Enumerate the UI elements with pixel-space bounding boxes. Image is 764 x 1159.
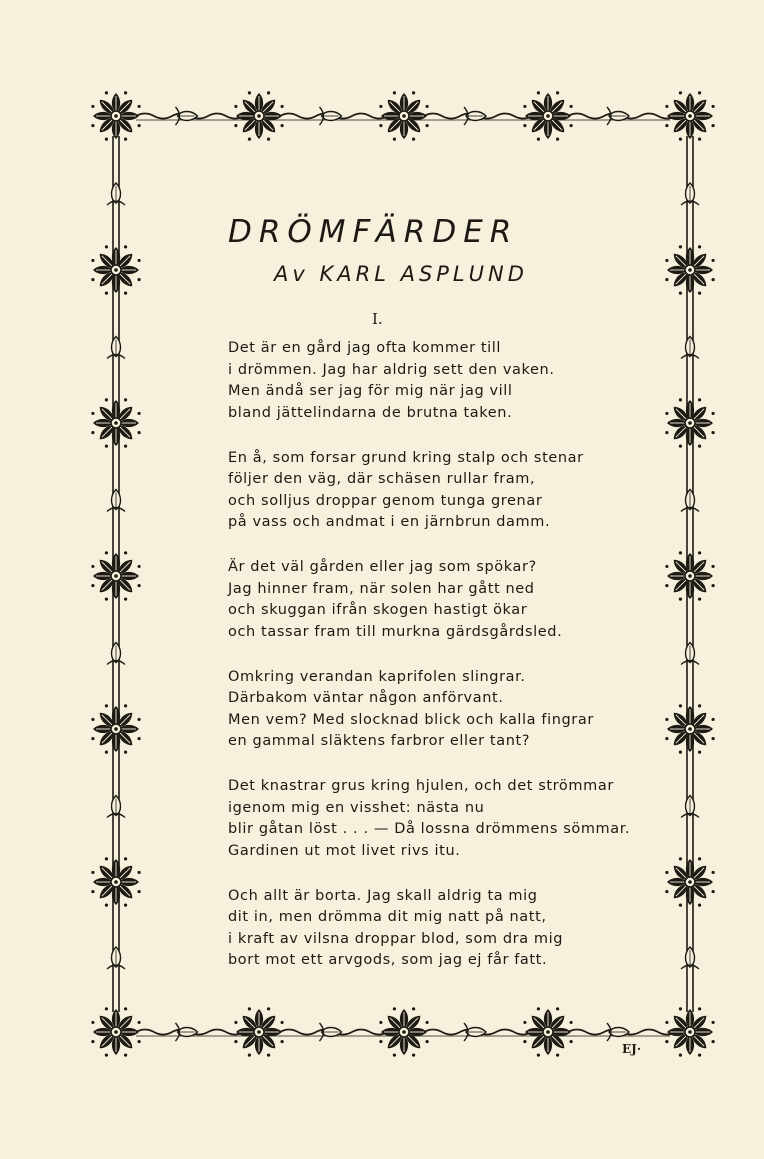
artist-monogram: EJ· [622, 1042, 642, 1056]
poem-line: Omkring verandan kaprifolen slingrar. [228, 668, 526, 685]
poem-line: och tassar fram till murkna gärdsgårdsled. [228, 623, 563, 640]
flower-ornament [665, 551, 714, 600]
stanza-2 [228, 448, 648, 534]
flower-ornament [91, 91, 140, 140]
poem-line: Gardinen ut mot livet rivs itu. [228, 842, 461, 859]
bud-ornament [681, 643, 699, 665]
stanza-4 [228, 667, 648, 753]
flower-ornament [523, 1007, 572, 1056]
author-byline: Av KARL ASPLUND [274, 262, 528, 286]
bud-ornament [464, 1023, 486, 1041]
bud-ornament [681, 183, 699, 205]
flower-ornament [379, 1007, 428, 1056]
flower-ornament [665, 398, 714, 447]
flower-ornament [523, 91, 572, 140]
poem-line: Men vem? Med slocknad blick och kalla fingrar [228, 711, 594, 728]
bud-ornament [607, 107, 629, 125]
flower-ornament [91, 704, 140, 753]
bud-ornament [107, 796, 125, 818]
bud-ornament [107, 643, 125, 665]
bud-ornament [320, 107, 342, 125]
bud-ornament [681, 490, 699, 512]
section-number: I. [372, 310, 383, 328]
poem-line: blir gåtan löst . . . — Då lossna drömmens sömmar. [228, 821, 631, 837]
stanza-1 [228, 338, 648, 424]
poem-line: följer den väg, där schäsen rullar fram, [228, 471, 536, 487]
bud-ornament [107, 490, 125, 512]
flower-ornament [91, 551, 140, 600]
poem-line: bland jättelindarna de brutna taken. [228, 404, 513, 421]
poem-line: igenom mig en visshet: nästa nu [228, 799, 485, 816]
bud-ornament [681, 337, 699, 359]
poem-line: Det är en gård jag ofta kommer till [228, 340, 502, 356]
bud-ornament [320, 1023, 342, 1041]
flower-ornament [91, 245, 140, 294]
bud-ornament [107, 947, 125, 969]
bud-ornament [176, 107, 198, 125]
bud-ornament [607, 1023, 629, 1041]
bud-ornament [681, 947, 699, 969]
flower-ornament [665, 704, 714, 753]
poem-line: på vass och andmat i en järnbrun damm. [228, 514, 551, 530]
poem-title: DRÖMFÄRDER [228, 214, 519, 250]
flower-ornament [665, 91, 714, 140]
poem-line: dit in, men drömma dit mig natt på natt, [228, 909, 547, 925]
poem-line: i drömmen. Jag har aldrig sett den vaken. [228, 361, 555, 378]
bud-ornament [464, 107, 486, 125]
poem-line: i kraft av vilsna droppar blod, som dra mig [228, 930, 564, 947]
flower-ornament [665, 857, 714, 906]
flower-ornament [234, 91, 283, 140]
poem-line: bort mot ett arvgods, som jag ej får fatt. [228, 952, 548, 968]
stanza-3 [228, 557, 648, 643]
bud-ornament [107, 337, 125, 359]
poem-line: Och allt är borta. Jag skall aldrig ta mig [228, 887, 538, 904]
poem-body [228, 338, 648, 995]
poem-line: Är det väl gården eller jag som spökar? [228, 559, 537, 575]
poem-line: Därbakom väntar någon anförvant. [228, 690, 504, 706]
bud-ornament [176, 1023, 198, 1041]
flower-ornament [91, 857, 140, 906]
poem-line: och solljus droppar genom tunga grenar [228, 492, 543, 509]
poem-line: en gammal släktens farbror eller tant? [228, 733, 531, 749]
flower-ornament [665, 1007, 714, 1056]
stanza-5 [228, 776, 648, 862]
flower-ornament [665, 245, 714, 294]
stanza-6 [228, 886, 648, 972]
bud-ornament [107, 183, 125, 205]
flower-ornament [234, 1007, 283, 1056]
poem-line: och skuggan ifrån skogen hastigt ökar [228, 602, 528, 618]
poem-line: Jag hinner fram, när solen har gått ned [228, 580, 535, 597]
poem-line: Men ändå ser jag för mig när jag vill [228, 383, 513, 399]
poem-line: Det knastrar grus kring hjulen, och det strömmar [228, 778, 614, 794]
flower-ornament [91, 398, 140, 447]
poem-line: En å, som forsar grund kring stalp och stenar [228, 449, 584, 466]
flower-ornament [379, 91, 428, 140]
bud-ornament [681, 796, 699, 818]
flower-ornament [91, 1007, 140, 1056]
